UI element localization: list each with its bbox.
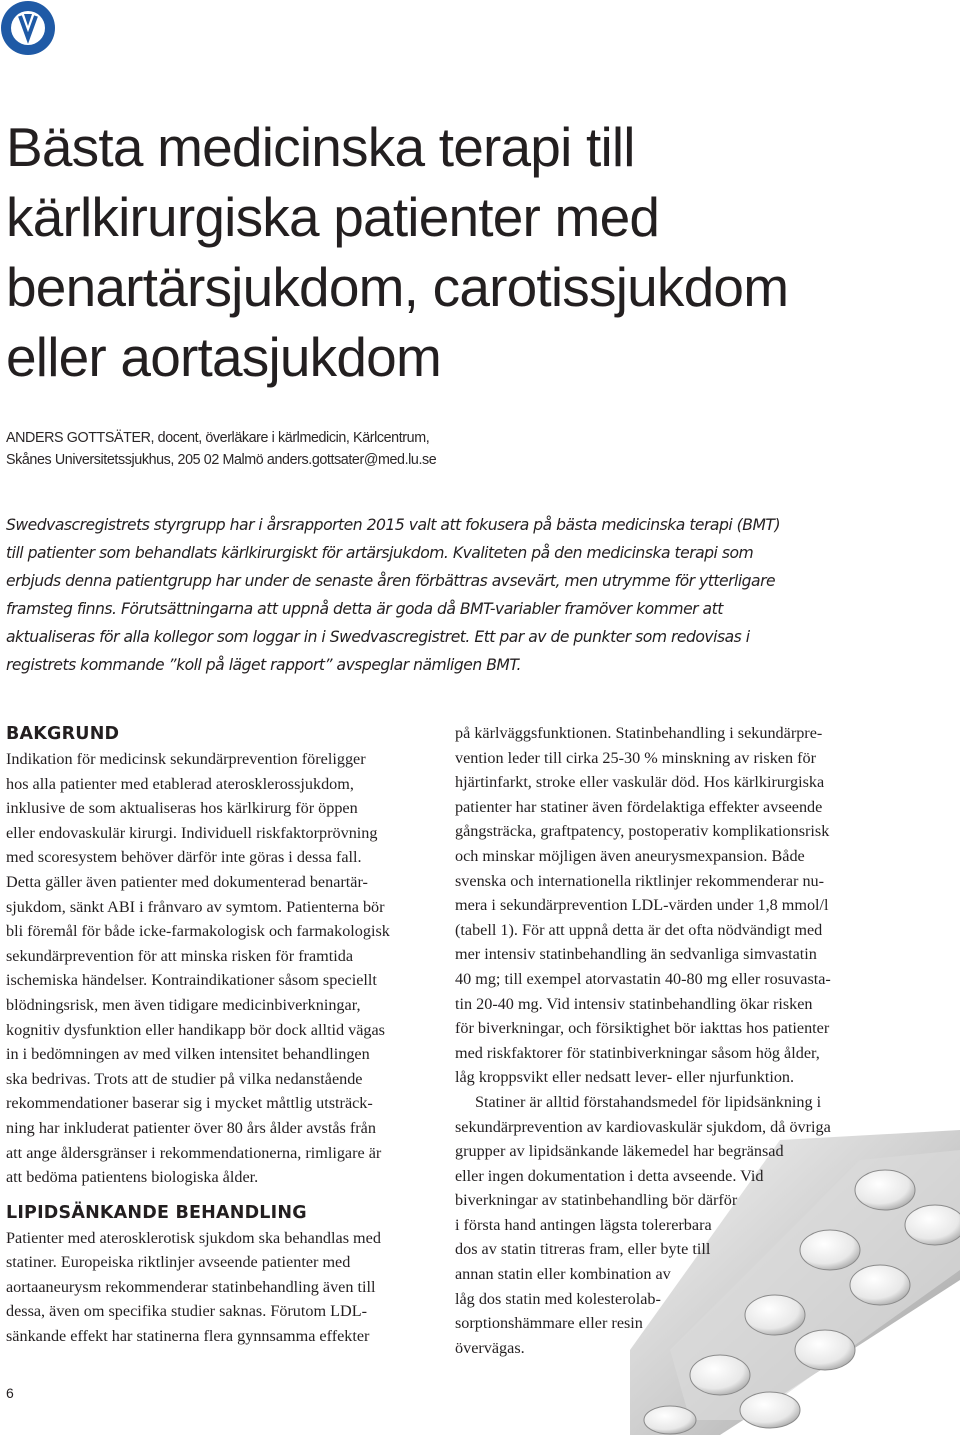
body-line: Statiner är alltid förstahandsmedel för lipidsänkning i [475,1092,822,1111]
body-line: att ange åldersgränser i rekommendationerna, rimligare är [6,1143,382,1162]
body-line: svenska och internationella riktlinjer rekommenderar nu- [455,871,825,890]
author-line: Skånes Universitetssjukhus, 205 02 Malmö anders.gottsater@med.lu.se [6,452,437,468]
body-line: övervägas. [455,1338,525,1357]
body-line: patienter har statiner även fördelaktiga effekter avseende [455,797,823,816]
body-paragraph [455,1090,915,1361]
body-line: grupper av lipidsänkande läkemedel har begränsad [455,1142,784,1161]
article-title [6,112,946,392]
body-line: eller ingen dokumentation i detta avseende. Vid [455,1166,764,1185]
body-line: för biverkningar, och försiktighet bör iakttas hos patienter [455,1019,830,1038]
section-heading-lipidsankande: LIPIDSÄNKANDE BEHANDLING [6,1202,307,1223]
title-line: benartärsjukdom, carotissjukdom [6,256,789,318]
body-line: annan statin eller kombination av [455,1265,671,1284]
body-line: hjärtinfarkt, stroke eller vaskulär död. Hos kärlkirurgiska [455,773,825,792]
body-line: eller endovaskulär kirurgi. Individuell riskfaktorprövning [6,823,378,842]
body-line: Indikation för medicinsk sekundärprevention föreligger [6,750,366,768]
body-line: att bedöma patientens biologiska ålder. [6,1168,259,1187]
body-paragraph [6,1226,436,1349]
intro-line: framsteg finns. Förutsättningarna att uppnå detta är goda då BMT-variabler framöver kommer att [6,600,723,618]
title-line: eller aortasjukdom [6,326,441,388]
body-line: kognitiv dysfunktion eller handikapp bör dock alltid vägas [6,1020,385,1039]
intro-line: registrets kommande ”koll på läget rapport” avspeglar nämligen BMT. [6,656,521,674]
body-line: bli föremål för både icke-farmakologisk och farmakologisk [6,922,390,941]
body-line: vention leder till cirka 25-30 % minskning av risken för [455,748,816,767]
body-line: tin 20-40 mg. Vid intensiv statinbehandling ökar risken [455,994,813,1013]
body-line: låg kroppsvikt eller nedsatt lever- eller njurfunktion. [455,1068,795,1087]
body-line: aortaaneurysm rekommenderar statinbehandling även till [6,1277,376,1296]
body-line: inklusive de som aktualiseras hos kärlkirurg för öppen [6,799,358,818]
body-line: i första hand antingen lägsta tolererbara [455,1215,712,1234]
body-line: mer intensiv statinbehandling än sedvanliga simvastatin [455,945,817,964]
body-line: sekundärprevention av kardiovaskulär sjukdom, då övriga [455,1117,831,1136]
body-line: in i bedömningen av med vilken intensitet behandlingen [6,1045,370,1064]
body-line: ischemiska händelser. Kontraindikationer såsom speciellt [6,971,377,990]
body-line: Patienter med aterosklerotisk sjukdom ska behandlas med [6,1228,381,1247]
page-number: 6 [6,1385,14,1401]
intro-line: till patienter som behandlats kärlkirurgiskt för artärsjukdom. Kvaliteten på den medicinska terapi som [6,544,754,562]
body-paragraph [455,721,915,1090]
intro-line: Swedvascregistrets styrgrupp har i årsrapporten 2015 valt att fokusera på bästa medicinska terapi (BMT) [6,516,781,534]
intro-line: aktualiseras för alla kollegor som loggar in i Swedvascregistret. Ett par av de punkter som redovisas i [6,628,750,646]
body-line: 40 mg; till exempel atorvastatin 40-80 mg eller rosuvasta- [455,969,831,988]
body-line: statiner. Europeiska riktlinjer avseende patienter med [6,1253,351,1272]
body-line: biverkningar av statinbehandling bör därför [455,1191,738,1210]
body-line: dos av statin titreras fram, eller byte till [455,1240,711,1259]
body-line: ska bedrivas. Trots att de studier på vilka nedanstående [6,1069,363,1088]
body-line: låg dos statin med kolesterolab- [455,1289,661,1308]
body-line: Detta gäller även patienter med dokumenterad benartär- [6,872,368,891]
body-line: med scoresystem behöver därför inte göras i dessa fall. [6,848,362,867]
intro-line: erbjuds denna patientgrupp har under de senaste åren förbättras avsevärt, men utrymme för ytterligare [6,572,776,590]
body-line: på kärlväggsfunktionen. Statinbehandling i sekundärpre- [455,724,823,742]
body-paragraph [6,747,436,1190]
section-heading-bakgrund: BAKGRUND [6,724,120,744]
body-line: sjukdom, sänkt ABI i frånvaro av symtom. Patienterna bör [6,897,385,916]
body-line: hos alla patienter med etablerad aterosklerossjukdom, [6,774,354,793]
body-line: sekundärprevention för att minska risken för framtida [6,946,354,965]
author-info [6,427,706,471]
body-line: rekommendationer baserar sig i mycket måttlig utsträck- [6,1094,373,1113]
title-line: kärlkirurgiska patienter med [6,186,660,248]
author-line: ANDERS GOTTSÄTER, docent, överläkare i kärlmedicin, Kärlcentrum, [6,430,430,446]
body-line: sänkande effekt har statinerna flera gynnsamma effekter [6,1327,370,1346]
body-line: sorptionshämmare eller resin [455,1314,643,1333]
body-line: dessa, även om specifika studier saknas. Förutom LDL- [6,1302,367,1321]
body-line: blödningsrisk, men även tidigare medicinbiverkningar, [6,995,361,1014]
body-line: ning har inkluderat patienter över 80 års ålder avstås från [6,1118,376,1137]
body-line: mera i sekundärprevention LDL-värden under 1,8 mmol/l [455,896,829,915]
body-line: med riskfaktorer för statinbiverkningar såsom hög ålder, [455,1043,820,1062]
intro-paragraph [6,511,941,679]
body-line: (tabell 1). För att uppnå detta är det ofta nödvändigt med [455,920,823,939]
body-line: och minskar möjligen även aneurysmexpansion. Både [455,846,805,865]
title-line: Bästa medicinska terapi till [6,116,635,178]
left-column [6,721,436,1349]
right-column [455,721,915,1360]
swedvasc-logo [0,0,56,56]
body-line: gångsträcka, graftpatency, postoperativ komplikationsrisk [455,822,830,841]
